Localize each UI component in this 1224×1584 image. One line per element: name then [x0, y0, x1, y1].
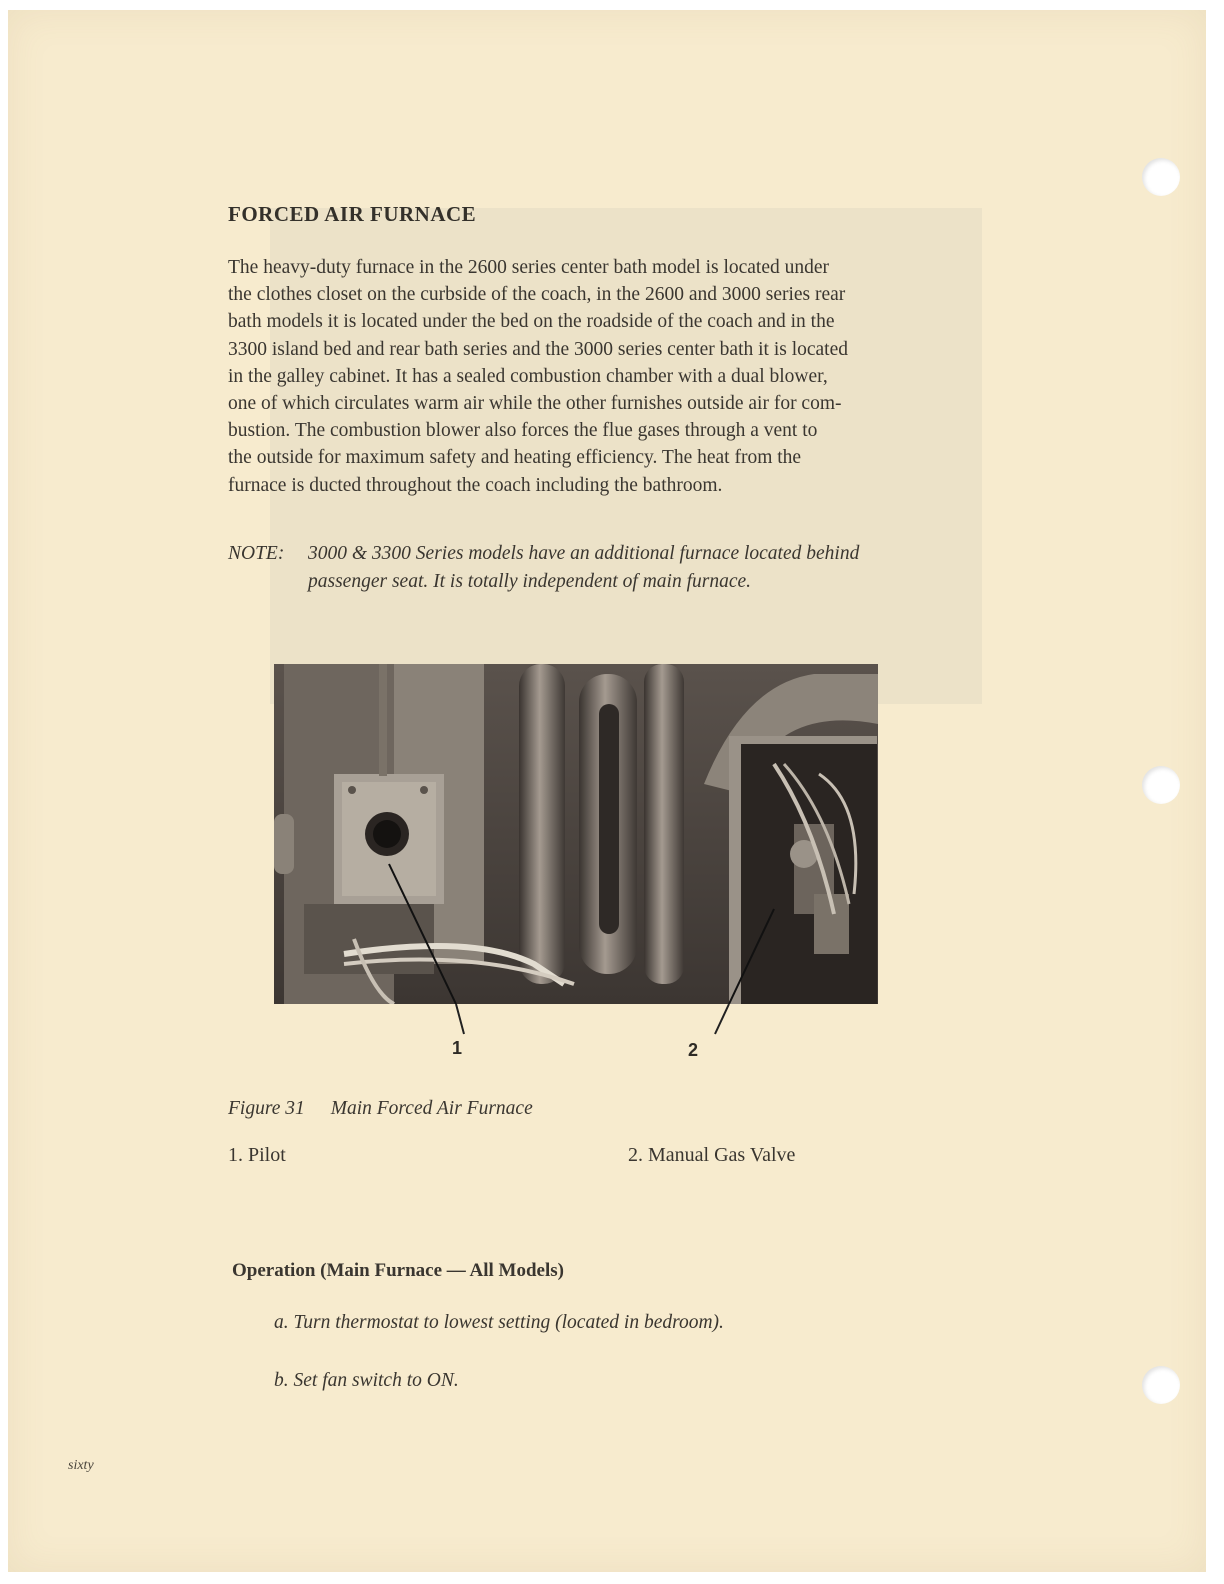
body-line: the clothes closet on the curbside of the coach, in the 2600 and 3000 series rear [228, 284, 846, 306]
note-block [228, 540, 948, 596]
note-label: NOTE: [228, 543, 285, 564]
legend-item-pilot: 1. Pilot [228, 1144, 286, 1166]
body-paragraph [228, 254, 942, 499]
operation-step-b: b. Set fan switch to ON. [274, 1370, 459, 1391]
page-folio: sixty [68, 1458, 94, 1473]
body-line: 3300 island bed and rear bath series and the 3000 series center bath it is located [228, 338, 849, 360]
body-line: bustion. The combustion blower also forces the flue gases through a vent to [228, 420, 818, 442]
body-line: the outside for maximum safety and heating efficiency. The heat from the [228, 447, 802, 469]
figure-caption [228, 1098, 533, 1120]
binder-hole [1142, 158, 1180, 196]
section-heading: FORCED AIR FURNACE [228, 202, 477, 226]
note-line: 3000 & 3300 Series models have an additional furnace located behind [308, 543, 860, 564]
body-line: furnace is ducted throughout the coach including the bathroom. [228, 474, 723, 496]
figure-title: Main Forced Air Furnace [330, 1098, 533, 1119]
callout-number-1: 1 [452, 1038, 463, 1058]
callout-number-2: 2 [688, 1040, 699, 1060]
note-line: passenger seat. It is totally independent of main furnace. [308, 571, 752, 592]
body-line: in the galley cabinet. It has a sealed combustion chamber with a dual blower, [228, 365, 828, 387]
legend-item-gas-valve: 2. Manual Gas Valve [628, 1144, 796, 1166]
body-line: one of which circulates warm air while the other furnishes outside air for com- [228, 393, 842, 415]
furnace-photo [274, 664, 878, 1004]
binder-hole [1142, 1366, 1180, 1404]
binder-hole [1142, 766, 1180, 804]
body-line: The heavy-duty furnace in the 2600 series center bath model is located under [228, 257, 830, 278]
operation-step-a: a. Turn thermostat to lowest setting (located in bedroom). [274, 1312, 724, 1333]
figure-number: Figure 31 [228, 1098, 305, 1119]
operation-heading: Operation (Main Furnace — All Models) [232, 1260, 564, 1281]
body-line: bath models it is located under the bed on the roadside of the coach and in the [228, 311, 835, 333]
